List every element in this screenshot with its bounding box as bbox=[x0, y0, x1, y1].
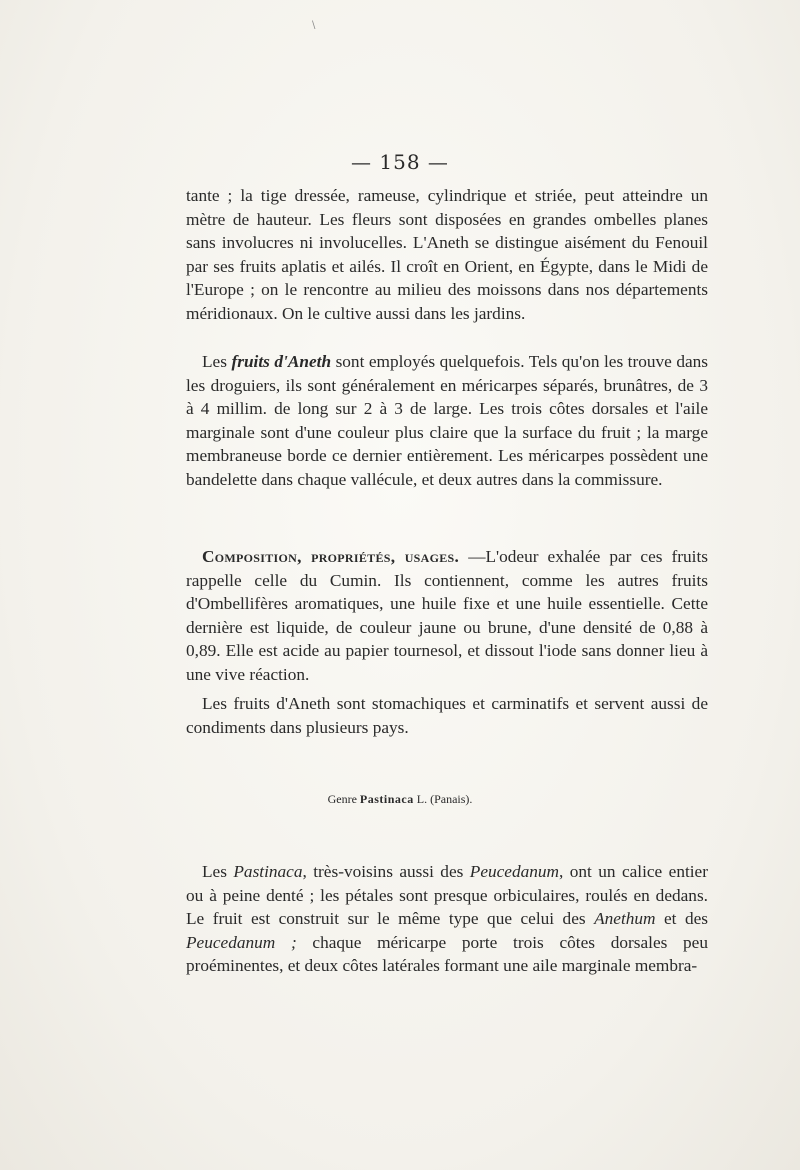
page-mark: \ bbox=[312, 20, 316, 31]
paragraph-5: Les Pastinaca, très-voisins aussi des Peucedanum, ont un calice entier ou à peine denté ; les pétales sont presque orbiculaires, roulés en dedans. Le fruit est construit sur le même type que celui des Anethum et des Peucedanum ; chaque méricarpe porte trois côtes dorsales peu proéminentes, et deux côtes latérales formant une aile marginale membra- bbox=[186, 862, 708, 975]
paragraph-1-text: tante ; la tige dressée, rameuse, cylindrique et striée, peut atteindre un mètre de hauteur. Les fleurs sont disposées en grandes ombelles planes sans involucres ni involucelles. L'Aneth se distingue aisément du Fenouil par ses fruits aplatis et ailés. Il croît en Orient, en Égypte, dans le Midi de l'Europe ; on le rencontre au milieu des moissons dans nos départements méridionaux. On le cultive aussi dans les jardins. bbox=[186, 186, 708, 323]
paragraph-3-text: —L'odeur exhalée par ces fruits rappelle celle du Cumin. Ils contiennent, comme les autres fruits d'Ombellifères aromatiques, une huile fixe et une huile essentielle. Cette dernière est liquide, de couleur jaune ou brune, d'une densité de 0,88 à 0,89. Elle est acide au papier tournesol, et dissout l'iode sans donner lieu à une vive réaction. bbox=[186, 547, 708, 684]
section-heading: Composition, propriétés, usages. bbox=[202, 547, 460, 566]
paragraph-2 bbox=[186, 350, 708, 491]
paragraph-2-text: sont employés quelquefois. Tels qu'on les trouve dans les droguiers, ils sont généralement en méricarpes séparés, brunâtres, de 3 à 4 millim. de long sur 2 à 3 de large. Les trois côtes dorsales et l'aile marginale sont d'une couleur plus claire que la surface du fruit ; la marge membraneuse borde ce dernier entièrement. Les méricarpes possèdent une bandelette dans chaque vallécule, et deux autres dans la commissure. bbox=[186, 352, 709, 489]
paragraph-4 bbox=[186, 692, 708, 739]
paragraph-4-text: Les fruits d'Aneth sont stomachiques et carminatifs et servent aussi de condiments dans plusieurs pays. bbox=[186, 694, 708, 737]
taxon-peucedanum: Peucedanum bbox=[469, 862, 560, 881]
paragraph-2-prefix: Les bbox=[202, 352, 232, 371]
paragraph-2-italic: fruits d'Aneth bbox=[231, 352, 332, 371]
taxon-pastinaca: Pastinaca bbox=[233, 862, 303, 881]
paragraph-3 bbox=[186, 545, 708, 686]
genus-name: Pastinaca bbox=[359, 792, 414, 806]
page-number: — 158 — bbox=[351, 150, 449, 174]
paragraph-1 bbox=[186, 184, 708, 325]
taxon-peucedanum-2: Peucedanum ; bbox=[186, 932, 297, 952]
taxon-anethum: Anethum bbox=[594, 909, 656, 928]
genus-heading: Genre Pastinaca L. (Panais). bbox=[327, 792, 473, 806]
